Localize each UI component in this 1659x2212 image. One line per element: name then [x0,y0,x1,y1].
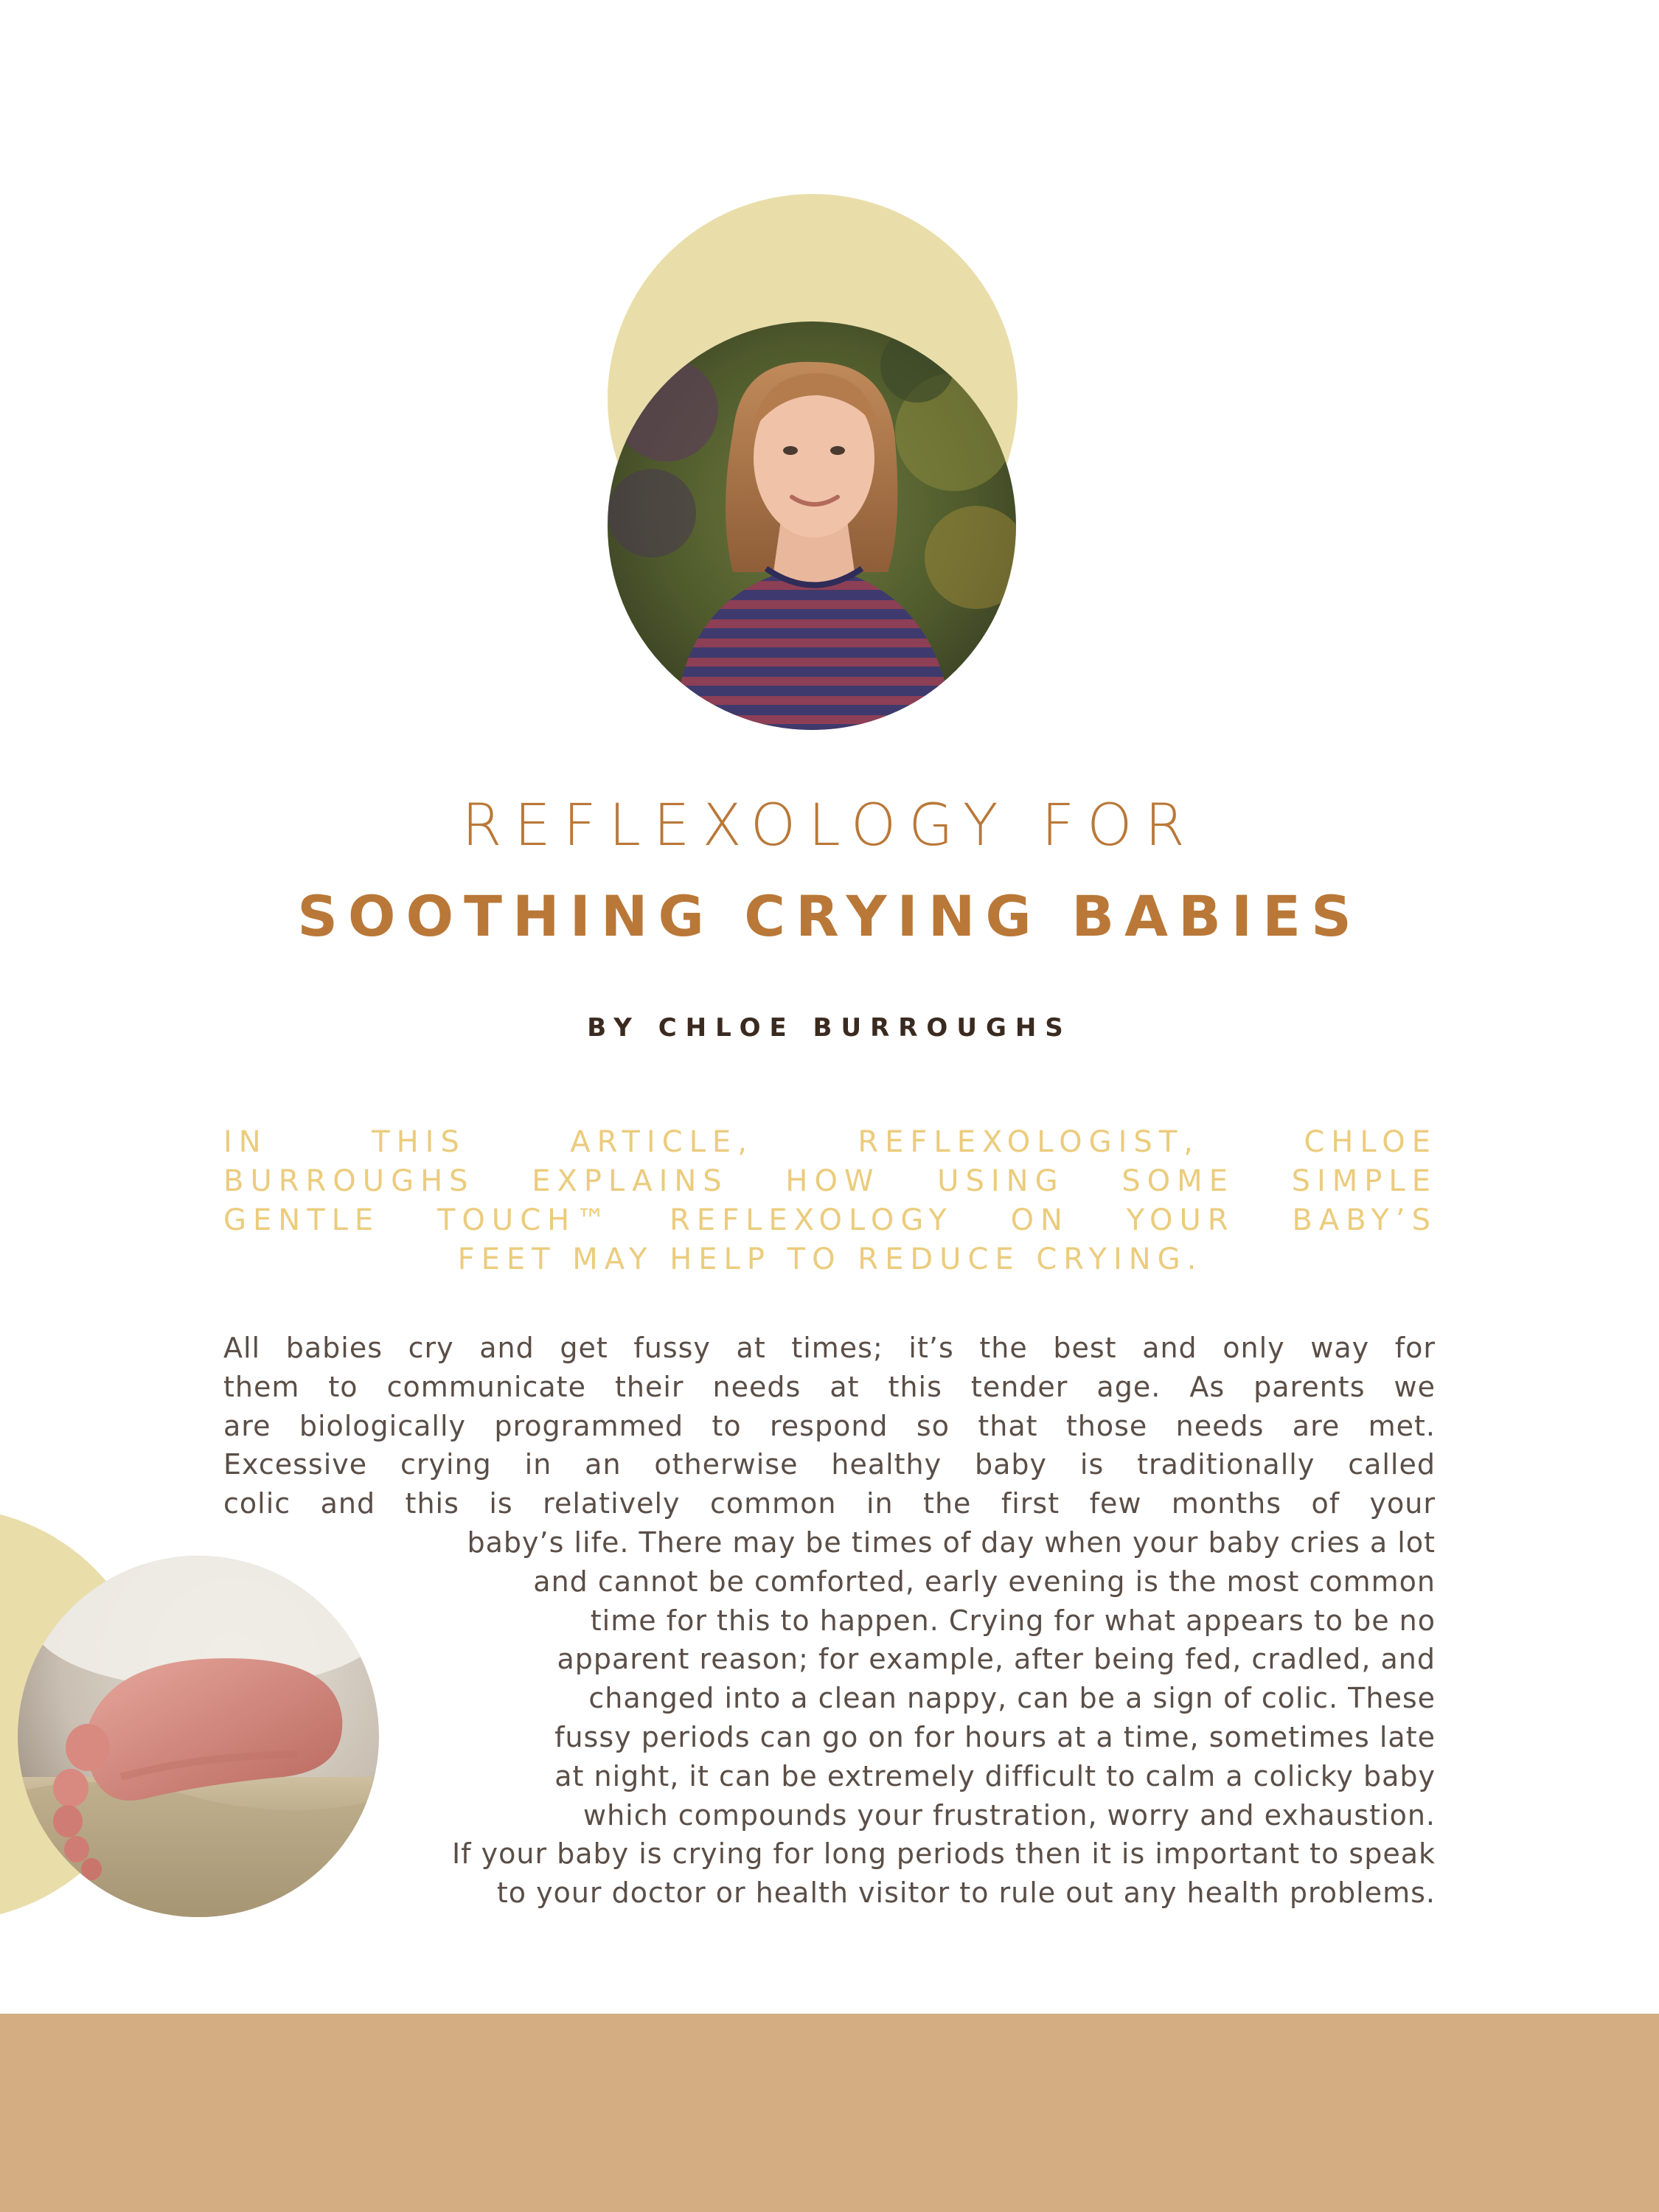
body-line: fussy periods can go on for hours at a time, sometimes late [554,1720,1436,1753]
body-line: colic and this is relatively common in the first few months of your [223,1487,1436,1520]
article-intro [223,1123,1437,1279]
body-line: time for this to happen. Crying for what appears to be no [590,1604,1436,1637]
body-line: to your doctor or health visitor to rule out any health problems. [496,1877,1436,1910]
body-line: and cannot be comforted, early evening is the most common [533,1565,1436,1598]
body-line: which compounds your frustration, worry and exhaustion. [583,1798,1436,1832]
intro-line: IN THIS ARTICLE, REFLEXOLOGIST, CHLOE [223,1125,1437,1159]
article-body-paragraph [223,1329,1436,1913]
intro-line: FEET MAY HELP TO REDUCE CRYING. [457,1242,1203,1276]
article-byline: BY CHLOE BURROUGHS [587,1013,1072,1043]
footer-color-band [0,2014,1659,2212]
body-line: at night, it can be extremely difficult to calm a colicky baby [554,1759,1436,1792]
article-title-line-2: SOOTHING CRYING BABIES [297,883,1362,949]
body-line: Excessive crying in an otherwise healthy baby is traditionally called [223,1448,1436,1481]
body-line: All babies cry and get fussy at times; it’s the best and only way for [223,1332,1436,1364]
body-line: apparent reason; for example, after being fed, cradled, and [557,1643,1436,1676]
body-line: are biologically programmed to respond so that those needs are met. [223,1409,1436,1442]
body-line: them to communicate their needs at this tender age. As parents we [223,1370,1436,1403]
body-line: If your baby is crying for long periods then it is important to speak [451,1837,1436,1871]
intro-line: BURROUGHS EXPLAINS HOW USING SOME SIMPLE [223,1164,1437,1198]
article-title-line-1: REFLEXOLOGY FOR [462,793,1197,859]
author-portrait-photo [608,321,1016,730]
intro-line: GENTLE TOUCH™ REFLEXOLOGY ON YOUR BABY’S [223,1203,1437,1237]
body-line: changed into a clean nappy, can be a sign of colic. These [588,1682,1436,1715]
body-line: baby’s life. There may be times of day when your baby cries a lot [467,1526,1436,1559]
